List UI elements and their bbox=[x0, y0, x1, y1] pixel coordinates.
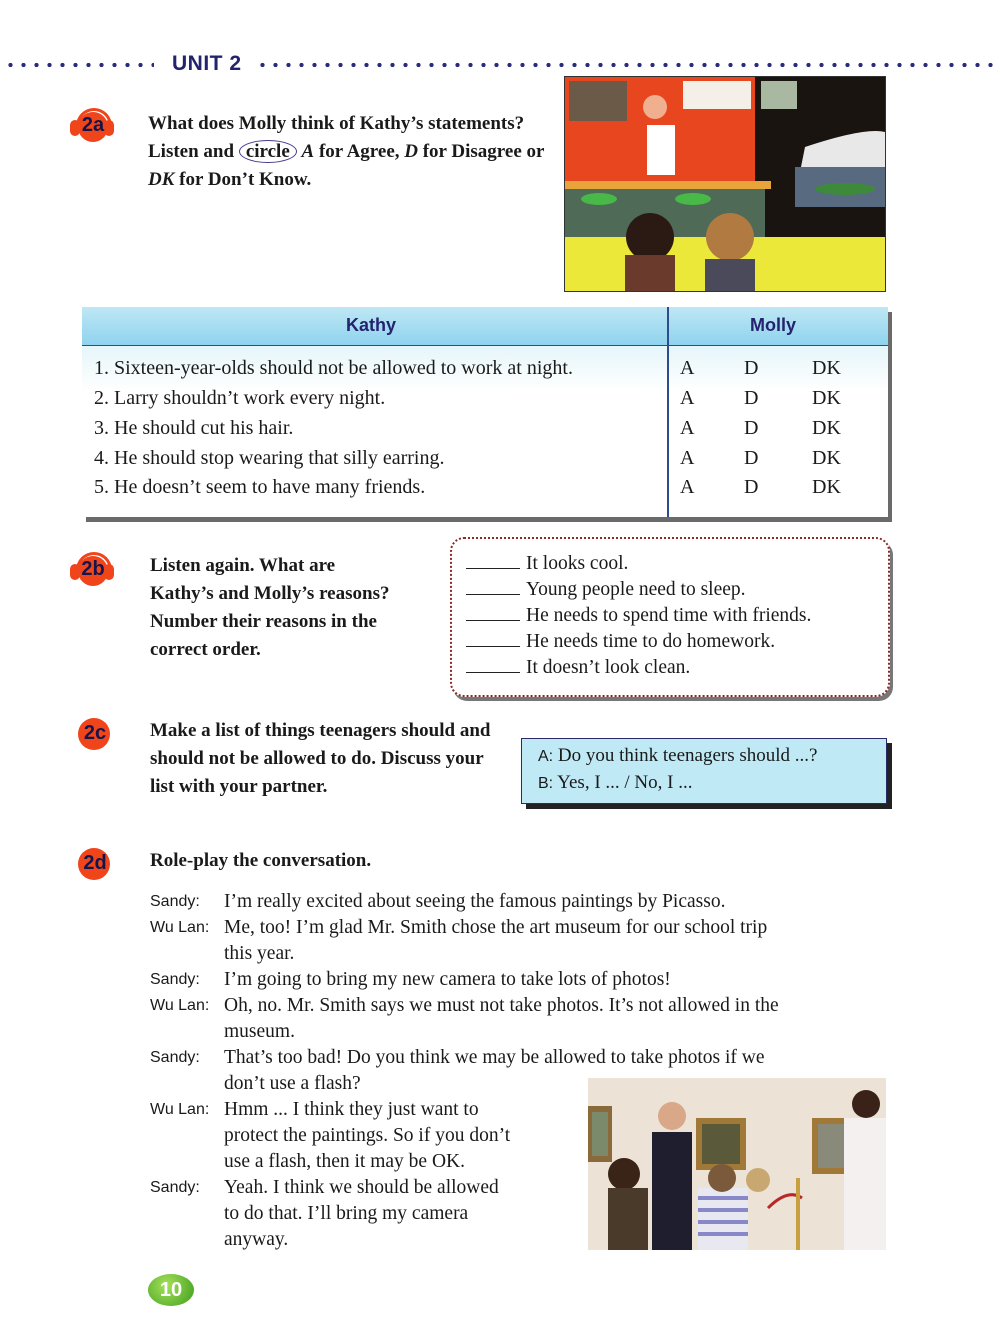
header-kathy: Kathy bbox=[346, 315, 397, 335]
header-dots-left bbox=[4, 60, 154, 70]
statement: 5. He doesn’t seem to have many friends. bbox=[94, 476, 426, 498]
statement: 2. Larry shouldn’t work every night. bbox=[94, 387, 386, 409]
conversation-line: use a flash, then it may be OK. bbox=[224, 1151, 465, 1172]
option-a[interactable]: A bbox=[680, 447, 695, 469]
badge-2c-icon bbox=[72, 716, 116, 746]
speaker-name: Wu Lan: bbox=[150, 997, 210, 1014]
table-row bbox=[82, 387, 888, 416]
option-a-label: A bbox=[301, 141, 315, 162]
option-a[interactable]: A bbox=[680, 357, 695, 379]
option-d[interactable]: D bbox=[744, 447, 759, 469]
conversation-line: protect the paintings. So if you don’t bbox=[224, 1125, 511, 1146]
option-dk[interactable]: DK bbox=[812, 476, 841, 498]
speaker-name: Wu Lan: bbox=[150, 1101, 210, 1118]
option-dk[interactable]: DK bbox=[812, 417, 841, 439]
option-d[interactable]: D bbox=[744, 476, 759, 498]
header-dots-right bbox=[256, 60, 996, 70]
conversation-line: anyway. bbox=[224, 1229, 289, 1250]
answer-blank[interactable] bbox=[466, 655, 520, 673]
instruction-2b: Listen again. What are Kathy’s and Molly’s reasons? Number their reasons in the correct order. bbox=[150, 555, 390, 660]
option-dk[interactable]: DK bbox=[812, 387, 841, 409]
option-d-label: D bbox=[404, 141, 418, 162]
conversation-line: this year. bbox=[224, 943, 295, 964]
example-line-b bbox=[538, 772, 692, 794]
header-molly: Molly bbox=[750, 315, 797, 335]
badge-label: 2c bbox=[83, 722, 107, 744]
reason-item bbox=[466, 629, 775, 653]
conversation-line: Me, too! I’m glad Mr. Smith chose the art museum for our school trip bbox=[224, 917, 768, 938]
conversation-line: That’s too bad! Do you think we may be allowed to take photos if we bbox=[224, 1047, 765, 1068]
reason-text: He needs to spend time with friends. bbox=[526, 605, 812, 626]
statement: 3. He should cut his hair. bbox=[94, 417, 294, 439]
speaker-name: Sandy: bbox=[150, 971, 200, 988]
conversation-line: don’t use a flash? bbox=[224, 1073, 361, 1094]
speaker-name: Sandy: bbox=[150, 893, 200, 910]
reason-item bbox=[466, 551, 628, 575]
statement: 1. Sixteen-year-olds should not be allowed to work at night. bbox=[94, 357, 573, 379]
conversation-line: I’m really excited about seeing the famous paintings by Picasso. bbox=[224, 891, 726, 912]
speaker-label: B: bbox=[538, 775, 554, 792]
speaker-name: Wu Lan: bbox=[150, 919, 210, 936]
badge-label: 2b bbox=[81, 558, 105, 580]
statements-table bbox=[82, 307, 888, 517]
option-a[interactable]: A bbox=[680, 387, 695, 409]
option-d[interactable]: D bbox=[744, 357, 759, 379]
option-d[interactable]: D bbox=[744, 417, 759, 439]
table-row bbox=[82, 417, 888, 446]
answer-blank[interactable] bbox=[466, 577, 520, 595]
circled-word: circle bbox=[239, 140, 297, 163]
instruction-text: for Agree, bbox=[314, 141, 405, 162]
unit-title: UNIT 2 bbox=[172, 52, 242, 75]
conversation-line: I’m going to bring my new camera to take lots of photos! bbox=[224, 969, 671, 990]
example-dialogue-box bbox=[521, 738, 887, 804]
badge-label: 2a bbox=[81, 114, 105, 136]
instruction-text: for Disagree or bbox=[417, 141, 545, 162]
reason-item bbox=[466, 655, 690, 679]
example-line-a bbox=[538, 745, 818, 767]
reason-text: It doesn’t look clean. bbox=[526, 657, 691, 678]
line-text: Do you think teenagers should ...? bbox=[557, 745, 818, 766]
speaker-label: A: bbox=[538, 748, 554, 765]
museum-photo bbox=[588, 1078, 886, 1250]
reasons-box bbox=[450, 537, 890, 697]
speaker-name: Sandy: bbox=[150, 1049, 200, 1066]
diner-cartoon-image bbox=[564, 76, 886, 292]
table-row bbox=[82, 476, 888, 505]
option-a[interactable]: A bbox=[680, 476, 695, 498]
conversation-line: Hmm ... I think they just want to bbox=[224, 1099, 479, 1120]
badge-label: 2d bbox=[83, 852, 107, 874]
table-row bbox=[82, 357, 888, 386]
reason-text: Young people need to sleep. bbox=[526, 579, 746, 600]
answer-blank[interactable] bbox=[466, 629, 520, 647]
badge-2b-headphones-icon bbox=[70, 552, 114, 582]
table-row bbox=[82, 447, 888, 476]
instruction-text: What does Molly think of Kathy’s statements? Listen and bbox=[148, 113, 525, 162]
reason-item bbox=[466, 577, 746, 601]
conversation-line: to do that. I’ll bring my camera bbox=[224, 1203, 469, 1224]
option-dk[interactable]: DK bbox=[812, 447, 841, 469]
badge-2a-headphones-icon bbox=[70, 108, 114, 138]
conversation-line: museum. bbox=[224, 1021, 295, 1042]
line-text: Yes, I ... / No, I ... bbox=[557, 772, 693, 793]
instruction-2c: Make a list of things teenagers should and should not be allowed to do. Discuss your list with your partner. bbox=[150, 720, 491, 797]
instruction-2d: Role-play the conversation. bbox=[150, 850, 372, 871]
badge-2d-icon bbox=[72, 846, 116, 876]
statement: 4. He should stop wearing that silly earring. bbox=[94, 447, 445, 469]
answer-blank[interactable] bbox=[466, 551, 520, 569]
option-d[interactable]: D bbox=[744, 387, 759, 409]
conversation-line: Oh, no. Mr. Smith says we must not take photos. It’s not allowed in the bbox=[224, 995, 779, 1016]
option-dk-label: DK bbox=[148, 169, 175, 190]
reason-text: He needs time to do homework. bbox=[526, 631, 776, 652]
instruction-text: for Don’t Know. bbox=[174, 169, 312, 190]
reason-item bbox=[466, 603, 811, 627]
conversation-line: Yeah. I think we should be allowed bbox=[224, 1177, 499, 1198]
answer-blank[interactable] bbox=[466, 603, 520, 621]
option-dk[interactable]: DK bbox=[812, 357, 841, 379]
page-number: 10 bbox=[148, 1274, 194, 1306]
instruction-2a bbox=[148, 110, 553, 194]
option-a[interactable]: A bbox=[680, 417, 695, 439]
speaker-name: Sandy: bbox=[150, 1179, 200, 1196]
reason-text: It looks cool. bbox=[526, 553, 629, 574]
